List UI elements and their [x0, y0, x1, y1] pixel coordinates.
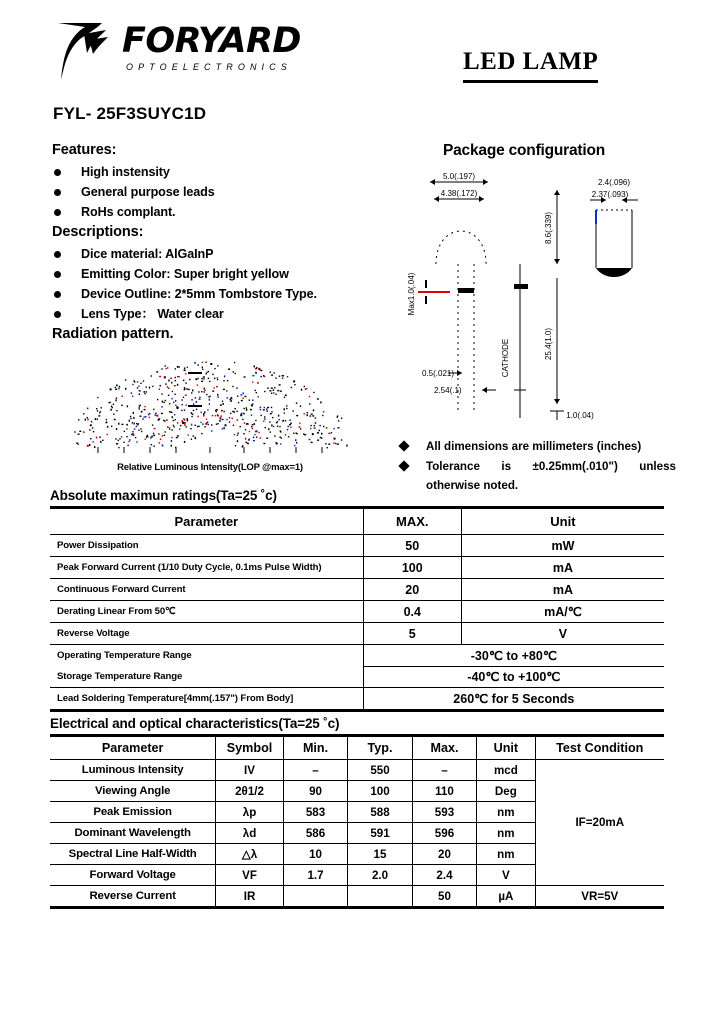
cell-value: -40℃ to +100℃	[363, 666, 664, 688]
features-list	[52, 163, 382, 222]
cell-parameter: Spectral Line Half-Width	[50, 844, 216, 865]
cell-parameter: Derating Linear From 50℃	[50, 601, 363, 623]
column-header: Test Condition	[535, 736, 664, 760]
cell-test-condition: VR=5V	[535, 886, 664, 908]
absolute-max-table	[50, 506, 664, 712]
table-row	[50, 886, 664, 908]
cell-parameter: Forward Voltage	[50, 865, 216, 886]
column-header: Symbol	[216, 736, 284, 760]
column-header: Parameter	[50, 508, 363, 535]
cell-min: 586	[283, 823, 347, 844]
page-header	[48, 14, 672, 94]
column-header: Typ.	[348, 736, 412, 760]
company-logo	[56, 18, 356, 84]
table-row	[50, 760, 664, 781]
dim-top-width-1: 5.0(.197)	[442, 172, 476, 181]
cell-parameter: Operating Temperature Range	[50, 645, 363, 667]
foryard-bird-logo-icon	[56, 20, 118, 82]
cell-max: 2.4	[412, 865, 476, 886]
dim-bottom: 1.0(.04)	[566, 411, 594, 420]
table-header-row	[50, 736, 664, 760]
cell-parameter: Lead Soldering Temperature[4mm(.157") From Body]	[50, 688, 363, 711]
dim-lead-pitch: 2.54(.1)	[434, 386, 462, 395]
cell-max: 596	[412, 823, 476, 844]
cell-unit: mcd	[477, 760, 535, 781]
logo-tagline: OPTOELECTRONICS	[126, 62, 292, 72]
cell-max: 20	[363, 579, 461, 601]
dim-lead-thickness: Max1.0(.04)	[407, 272, 416, 316]
cell-min: 583	[283, 802, 347, 823]
list-item: RoHs complant.	[52, 203, 382, 222]
radiation-pattern-chart	[60, 352, 360, 482]
package-dimension-drawing	[400, 168, 670, 428]
cell-test-condition: IF=20mA	[535, 760, 664, 886]
cell-min: 1.7	[283, 865, 347, 886]
column-header: Unit	[461, 508, 664, 535]
cell-min: 90	[283, 781, 347, 802]
cell-symbol: IV	[216, 760, 284, 781]
table-row	[50, 535, 664, 557]
document-title: LED LAMP	[463, 48, 598, 83]
table-row	[50, 666, 664, 688]
table-row	[50, 688, 664, 711]
descriptions-heading: Descriptions:	[52, 224, 144, 240]
column-header: MAX.	[363, 508, 461, 535]
cell-parameter: Luminous Intensity	[50, 760, 216, 781]
list-item: High instensity	[52, 163, 382, 182]
cell-value: 260℃ for 5 Seconds	[363, 688, 664, 711]
part-number: FYL- 25F3SUYC1D	[53, 104, 207, 123]
electrical-section	[50, 716, 664, 909]
dim-right-width-2: 2.37(.093)	[591, 190, 629, 199]
table-row	[50, 557, 664, 579]
cell-symbol: VF	[216, 865, 284, 886]
cell-typ: 591	[348, 823, 412, 844]
note-item: Tolerance is ±0.25mm(.010") unless otherwise noted.	[396, 457, 676, 495]
radiation-pattern-caption: Relative Luminous Intensity(LOP @max=1)	[117, 462, 303, 473]
cell-parameter: Reverse Current	[50, 886, 216, 908]
dim-height-lower: 25.4(1.0)	[544, 327, 553, 361]
cell-unit: mW	[461, 535, 664, 557]
features-column	[52, 142, 382, 347]
cell-max: 100	[363, 557, 461, 579]
column-header: Parameter	[50, 736, 216, 760]
cell-parameter: Viewing Angle	[50, 781, 216, 802]
cell-unit: nm	[477, 844, 535, 865]
cell-unit: µA	[477, 886, 535, 908]
column-header: Min.	[283, 736, 347, 760]
cell-parameter: Dominant Wavelength	[50, 823, 216, 844]
list-item: Lens Type： Water clear	[52, 305, 382, 324]
list-item: General purpose leads	[52, 183, 382, 202]
dim-height-upper: 8.6(.339)	[544, 211, 553, 245]
cell-symbol: λd	[216, 823, 284, 844]
cell-parameter: Continuous Forward Current	[50, 579, 363, 601]
dim-top-width-2: 4.38(.172)	[440, 189, 478, 198]
cell-typ: 100	[348, 781, 412, 802]
cell-max: 50	[412, 886, 476, 908]
cell-symbol: 2θ1/2	[216, 781, 284, 802]
cell-symbol: λp	[216, 802, 284, 823]
cell-max: 5	[363, 623, 461, 645]
table-row	[50, 645, 664, 667]
table-header-row	[50, 508, 664, 535]
cell-parameter: Storage Temperature Range	[50, 666, 363, 688]
table-row	[50, 623, 664, 645]
column-header: Max.	[412, 736, 476, 760]
cell-unit: mA	[461, 557, 664, 579]
dim-right-width-1: 2.4(.096)	[597, 178, 631, 187]
cell-parameter: Reverse Voltage	[50, 623, 363, 645]
cell-symbol: IR	[216, 886, 284, 908]
package-drawing-svg	[400, 168, 670, 428]
descriptions-list	[52, 245, 382, 324]
cell-min	[283, 886, 347, 908]
cell-typ: 550	[348, 760, 412, 781]
cell-max: 0.4	[363, 601, 461, 623]
cell-unit: Deg	[477, 781, 535, 802]
table-row	[50, 579, 664, 601]
package-configuration-title: Package configuration	[443, 142, 606, 159]
cell-value: -30℃ to +80℃	[363, 645, 664, 667]
cell-min: –	[283, 760, 347, 781]
radiation-pattern-heading: Radiation pattern.	[52, 326, 174, 342]
absolute-max-section	[50, 488, 664, 712]
cell-typ	[348, 886, 412, 908]
cell-unit: V	[477, 865, 535, 886]
list-item: Dice material: AlGaInP	[52, 245, 382, 264]
features-heading: Features:	[52, 142, 117, 158]
cell-typ: 588	[348, 802, 412, 823]
cell-unit: mA	[461, 579, 664, 601]
cathode-label: CATHODE	[501, 338, 510, 378]
cell-parameter: Peak Forward Current (1/10 Duty Cycle, 0.1ms Pulse Width)	[50, 557, 363, 579]
cell-unit: mA/℃	[461, 601, 664, 623]
table-row	[50, 601, 664, 623]
cell-min: 10	[283, 844, 347, 865]
electrical-table	[50, 734, 664, 909]
cell-unit: nm	[477, 802, 535, 823]
absolute-max-heading: Absolute maximun ratings(Ta=25 ˚c)	[50, 488, 277, 503]
cell-max: 20	[412, 844, 476, 865]
note-item: All dimensions are millimeters (inches)	[396, 437, 676, 456]
column-header: Unit	[477, 736, 535, 760]
cell-unit: nm	[477, 823, 535, 844]
cell-parameter: Power Dissipation	[50, 535, 363, 557]
cell-max: 50	[363, 535, 461, 557]
cell-typ: 2.0	[348, 865, 412, 886]
dim-lead-width: 0.5(.021)	[422, 369, 455, 378]
list-item: Device Outline: 2*5mm Tombstore Type.	[52, 285, 382, 304]
cell-max: –	[412, 760, 476, 781]
cell-max: 593	[412, 802, 476, 823]
cell-max: 110	[412, 781, 476, 802]
polar-plot-svg	[60, 352, 360, 460]
cell-unit: V	[461, 623, 664, 645]
logo-wordmark: FORYARD	[122, 21, 301, 61]
cell-symbol: △λ	[216, 844, 284, 865]
cell-typ: 15	[348, 844, 412, 865]
electrical-heading: Electrical and optical characteristics(Ta=25 ˚c)	[50, 716, 340, 731]
cell-parameter: Peak Emission	[50, 802, 216, 823]
list-item: Emitting Color: Super bright yellow	[52, 265, 382, 284]
